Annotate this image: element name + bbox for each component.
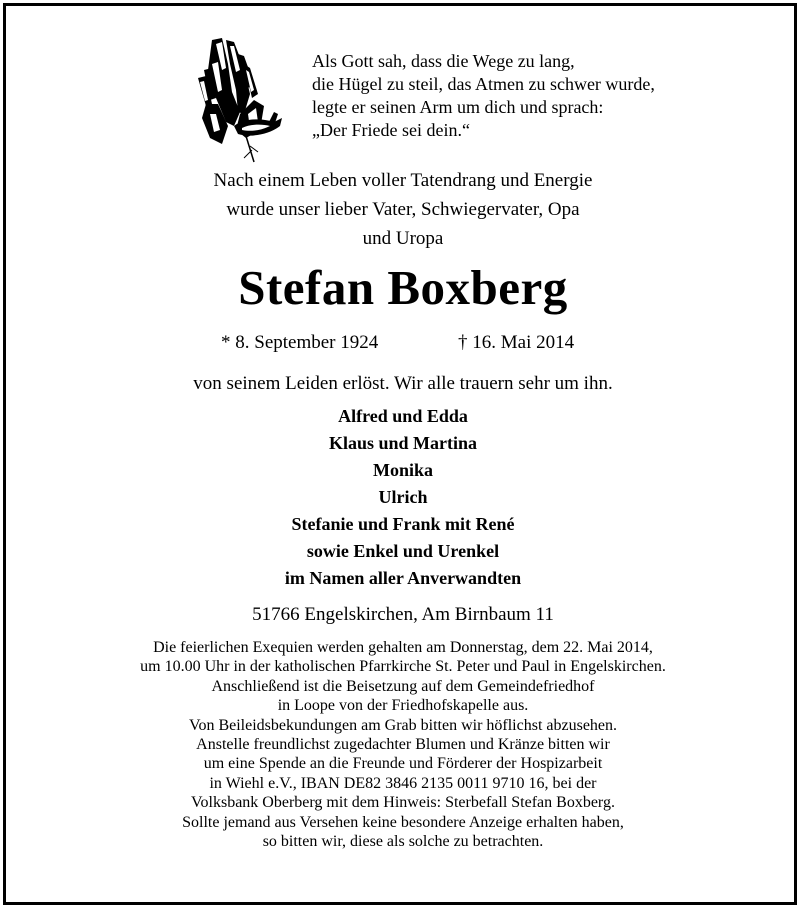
mourner-line: sowie Enkel und Urenkel [306, 541, 500, 561]
mourner-line: Stefanie und Frank mit René [291, 514, 515, 534]
birth-date: * 8. September 1924 [221, 332, 379, 353]
poem-line: legte er seinen Arm um dich und sprach: [312, 97, 604, 117]
intro-line: Nach einem Leben voller Tatendrang und Energie [213, 170, 593, 191]
death-date: † 16. Mai 2014 [458, 332, 575, 353]
notice-line: Die feierlichen Exequien werden gehalten am Donnerstag, dem 22. Mai 2014, [153, 639, 653, 656]
deceased-name: Stefan Boxberg [238, 260, 568, 315]
mourners-list [6, 403, 800, 592]
notice-line: Anstelle freundlichst zugedachter Blumen und Kränze bitten wir [196, 736, 610, 754]
notice-line: Volksbank Oberberg mit dem Hinweis: Sterbefall Stefan Boxberg. [191, 794, 615, 812]
notice-line: Anschließend ist die Beisetzung auf dem Gemeindefriedhof [211, 677, 595, 695]
intro-line: und Uropa [362, 228, 444, 249]
funeral-notice [6, 638, 800, 851]
poem-line: die Hügel zu steil, das Atmen zu schwer wurde, [312, 74, 655, 94]
notice-line: in Wiehl e.V., IBAN DE82 3846 2135 0011 9710 16, bei der [209, 774, 597, 792]
notice-line: in Loope von der Friedhofskapelle aus. [277, 697, 529, 715]
notice-line: so bitten wir, diese als solche zu betrachten. [262, 833, 544, 851]
released-line: von seinem Leiden erlöst. Wir alle trauern sehr um ihn. [193, 373, 613, 394]
mourner-line: im Namen aller Anverwandten [284, 568, 522, 588]
mourner-line: Monika [372, 460, 433, 480]
mourner-line: Alfred und Edda [338, 406, 468, 426]
poem [312, 50, 655, 142]
obituary-notice [3, 3, 797, 905]
mourner-line: Ulrich [378, 487, 428, 507]
mourner-line: Klaus und Martina [328, 433, 478, 453]
intro-text [6, 166, 800, 253]
address: 51766 Engelskirchen, Am Birnbaum 11 [252, 604, 554, 625]
notice-line: Von Beileidsbekundungen am Grab bitten wir höflichst abzusehen. [188, 716, 618, 734]
poem-line: Als Gott sah, dass die Wege zu lang, [312, 51, 575, 71]
notice-line: Sollte jemand aus Versehen keine besondere Anzeige erhalten haben, [182, 813, 624, 831]
notice-line: um 10.00 Uhr in der katholischen Pfarrkirche St. Peter und Paul in Engelskirchen. [140, 658, 666, 676]
praying-hands-icon [182, 34, 292, 166]
poem-line: „Der Friede sei dein.“ [312, 120, 470, 140]
notice-line: um eine Spende an die Freunde und Förderer der Hospizarbeit [203, 755, 603, 773]
intro-line: wurde unser lieber Vater, Schwiegervater, Opa [226, 199, 580, 220]
